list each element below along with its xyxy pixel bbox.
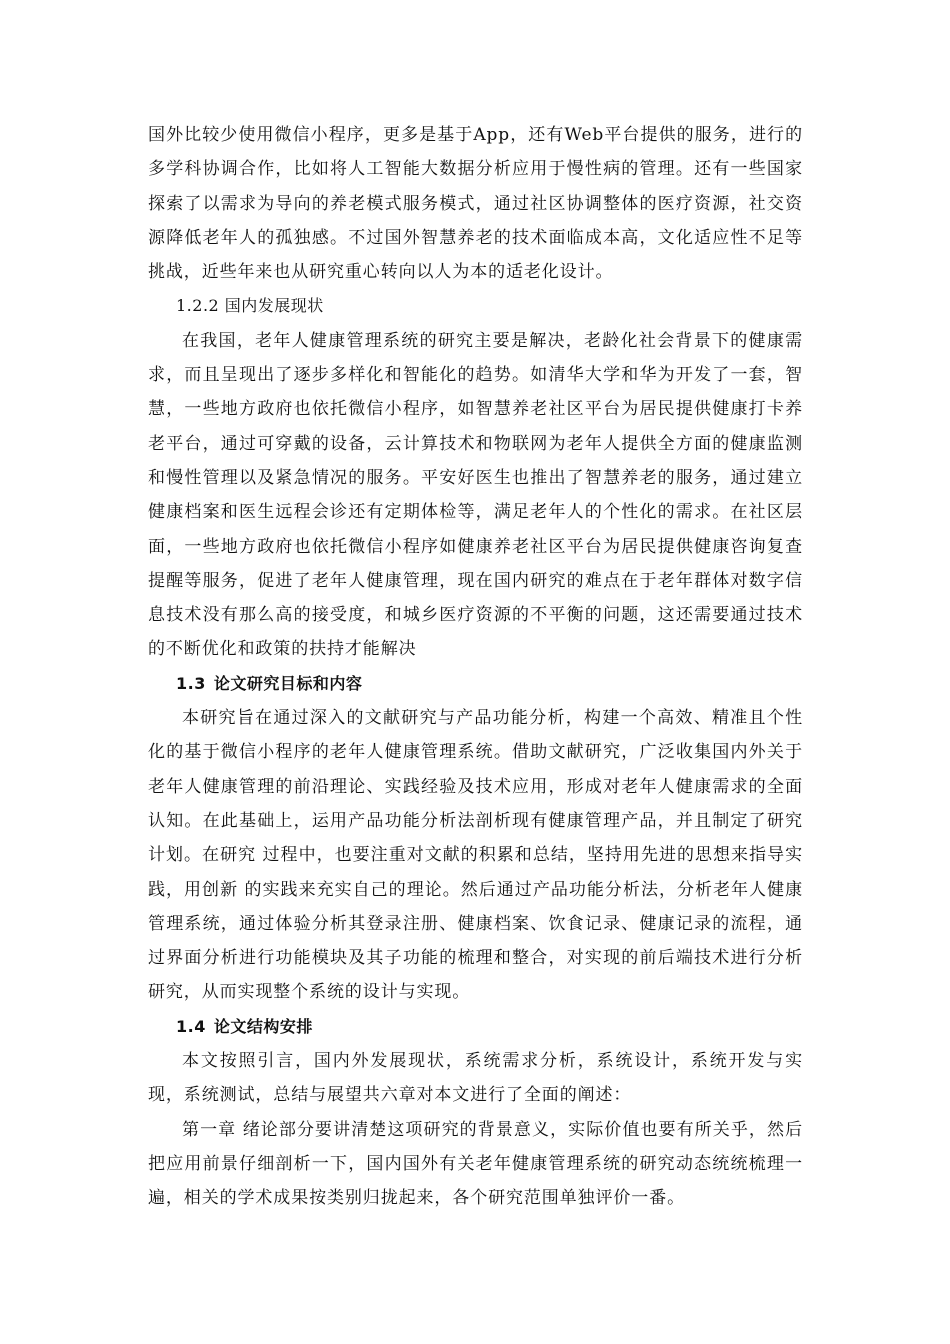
section-title: 论文结构安排 [213, 1016, 313, 1036]
section-heading-1-3 [148, 667, 803, 701]
paragraph-research-goals: 本研究旨在通过深入的文献研究与产品功能分析，构建一个高效、精准且个性化的基于微信小程序的老年人健康管理系统。借助文献研究，广泛收集国内外关于老年人健康管理的前沿理论、实践经验及技术应用，形成对老年人健康需求的全面认知。在此基础上，运用产品功能分析法剖析现有健康管理产品，并且制定了研究计划。在研究 过程中，也要注重对文献的积累和总结，坚持用先进的思想来指导实践，用创新 的实践来充实自己的理论。然后通过产品功能分析法，分析老年人健康管理系统，通过体验分析其登录注册、健康档案、饮食记录、健康记录的流程，通过界面分析进行功能模块及其子功能的梳理和整合，对实现的前后端技术进行分析研究，从而实现整个系统的设计与实现。 [148, 708, 803, 1003]
section-heading-1-4 [148, 1010, 803, 1044]
section-heading-1-2-2: 1.2.2 国内发展现状 [176, 296, 324, 316]
paragraph-structure-overview: 本文按照引言，国内外发展现状，系统需求分析，系统设计，系统开发与实现，系统测试，总结与展望共六章对本文进行了全面的阐述： [148, 1051, 803, 1106]
paragraph-domestic-status: 在我国，老年人健康管理系统的研究主要是解决，老龄化社会背景下的健康需求，而且呈现出了逐步多样化和智能化的趋势。如清华大学和华为开发了一套，智慧，一些地方政府也依托微信小程序，如智慧养老社区平台为居民提供健康打卡养老平台，通过可穿戴的设备，云计算技术和物联网为老年人提供全方面的健康监测和慢性管理以及紧急情况的服务。平安好医生也推出了智慧养老的服务，通过建立健康档案和医生远程会诊还有定期体检等，满足老年人的个性化的需求。在社区层面，一些地方政府也依托微信小程序如健康养老社区平台为居民提供健康咨询复查提醒等服务，促进了老年人健康管理，现在国内研究的难点在于老年群体对数字信息技术没有那么高的接受度，和城乡医疗资源的不平衡的问题，这还需要通过技术的不断优化和政策的扶持才能解决 [148, 330, 803, 660]
paragraph-foreign-status: 国外比较少使用微信小程序，更多是基于App，还有Web平台提供的服务，进行的多学科协调合作，比如将人工智能大数据分析应用于慢性病的管理。还有一些国家探索了以需求为导向的养老模式服务模式，通过社区协调整体的医疗资源，社交资源降低老年人的孤独感。不过国外智慧养老的技术面临成本高，文化适应性不足等挑战，近些年来也从研究重心转向以人为本的适老化设计。 [148, 125, 803, 283]
section-number: 1.3 [176, 673, 206, 693]
section-title: 论文研究目标和内容 [213, 673, 363, 693]
document-page [148, 118, 803, 1216]
paragraph-chapter-one: 第一章 绪论部分要讲清楚这项研究的背景意义，实际价值也要有所关乎，然后把应用前景仔细剖析一下，国内国外有关老年健康管理系统的研究动态统统梳理一遍，相关的学术成果按类别归拢起来，各个研究范围单独评价一番。 [148, 1119, 803, 1209]
section-number: 1.4 [176, 1016, 206, 1036]
